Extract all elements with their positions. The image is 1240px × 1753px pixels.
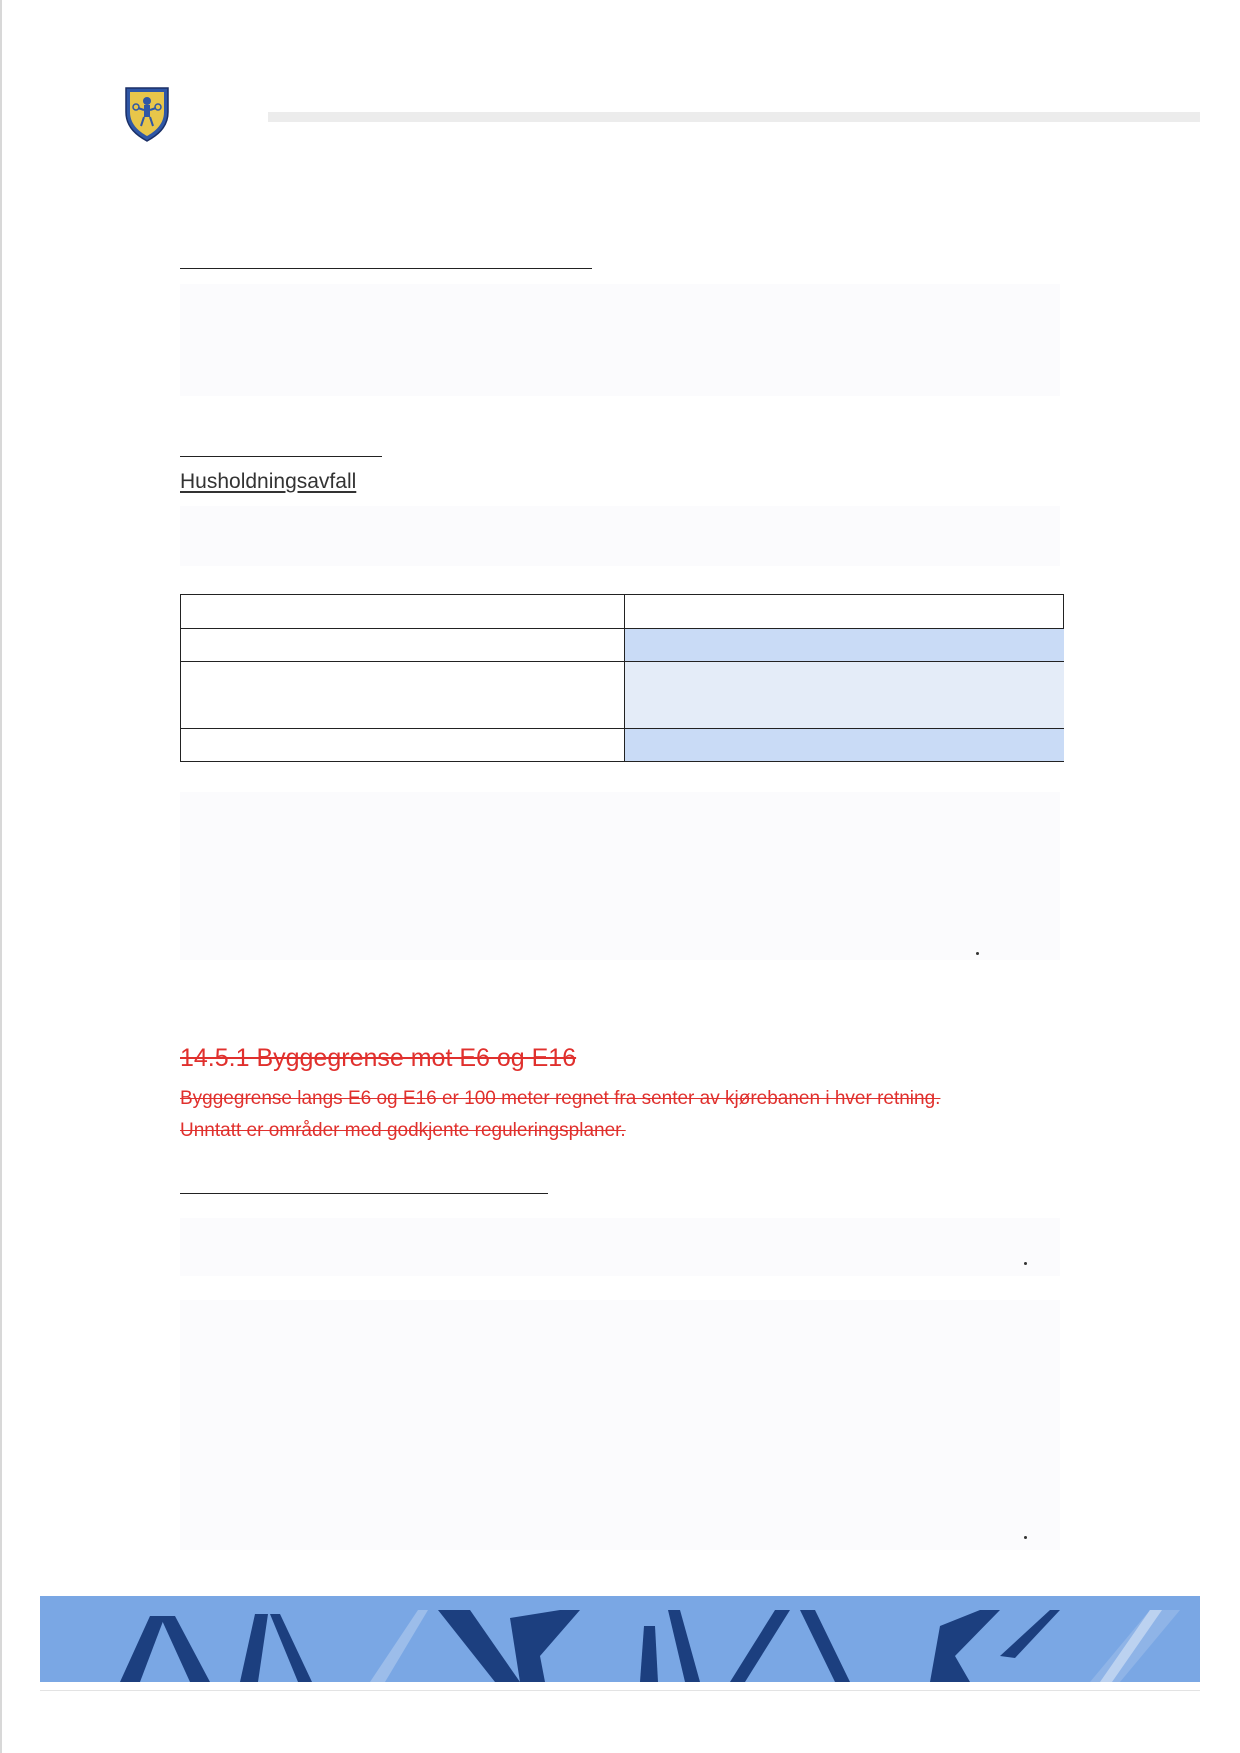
section-heading-underline xyxy=(180,268,592,269)
decorative-banner-icon xyxy=(40,1596,1200,1682)
footer-rule xyxy=(40,1690,1200,1691)
table-column-divider xyxy=(624,595,625,761)
section-heading-underline xyxy=(180,1193,548,1194)
faded-paragraph xyxy=(180,792,1060,960)
waste-table xyxy=(180,594,1064,762)
table-cell xyxy=(181,595,624,628)
faded-paragraph xyxy=(180,506,1060,566)
deleted-section-line: Byggegrense langs E6 og E16 er 100 meter regnet fra senter av kjørebanen i hver retning. xyxy=(180,1088,941,1109)
table-cell xyxy=(181,629,624,661)
table-cell-highlighted xyxy=(625,729,1064,761)
table-cell-highlighted xyxy=(625,629,1064,661)
section-heading-underline xyxy=(180,456,382,457)
deleted-section-line: Unntatt er områder med godkjente reguleringsplaner. xyxy=(180,1120,626,1141)
period-mark xyxy=(1024,1262,1027,1265)
table-cell xyxy=(625,595,1064,628)
section-heading-husholdningsavfall: Husholdningsavfall xyxy=(180,470,357,493)
faded-paragraph xyxy=(180,1218,1060,1276)
faded-paragraph xyxy=(180,284,1060,396)
coat-of-arms-icon xyxy=(124,86,170,142)
table-cell xyxy=(181,662,624,728)
period-mark xyxy=(1024,1536,1027,1539)
header-rule xyxy=(268,112,1200,122)
faded-paragraph xyxy=(180,1300,1060,1550)
table-row-divider xyxy=(181,661,1063,662)
deleted-section-heading: 14.5.1 Byggegrense mot E6 og E16 xyxy=(180,1044,577,1072)
table-row-divider xyxy=(181,728,1063,729)
table-cell xyxy=(181,729,624,761)
table-cell-highlighted xyxy=(625,662,1064,728)
period-mark xyxy=(976,952,979,955)
scan-edge xyxy=(0,0,2,1753)
table-row-divider xyxy=(181,628,1063,629)
